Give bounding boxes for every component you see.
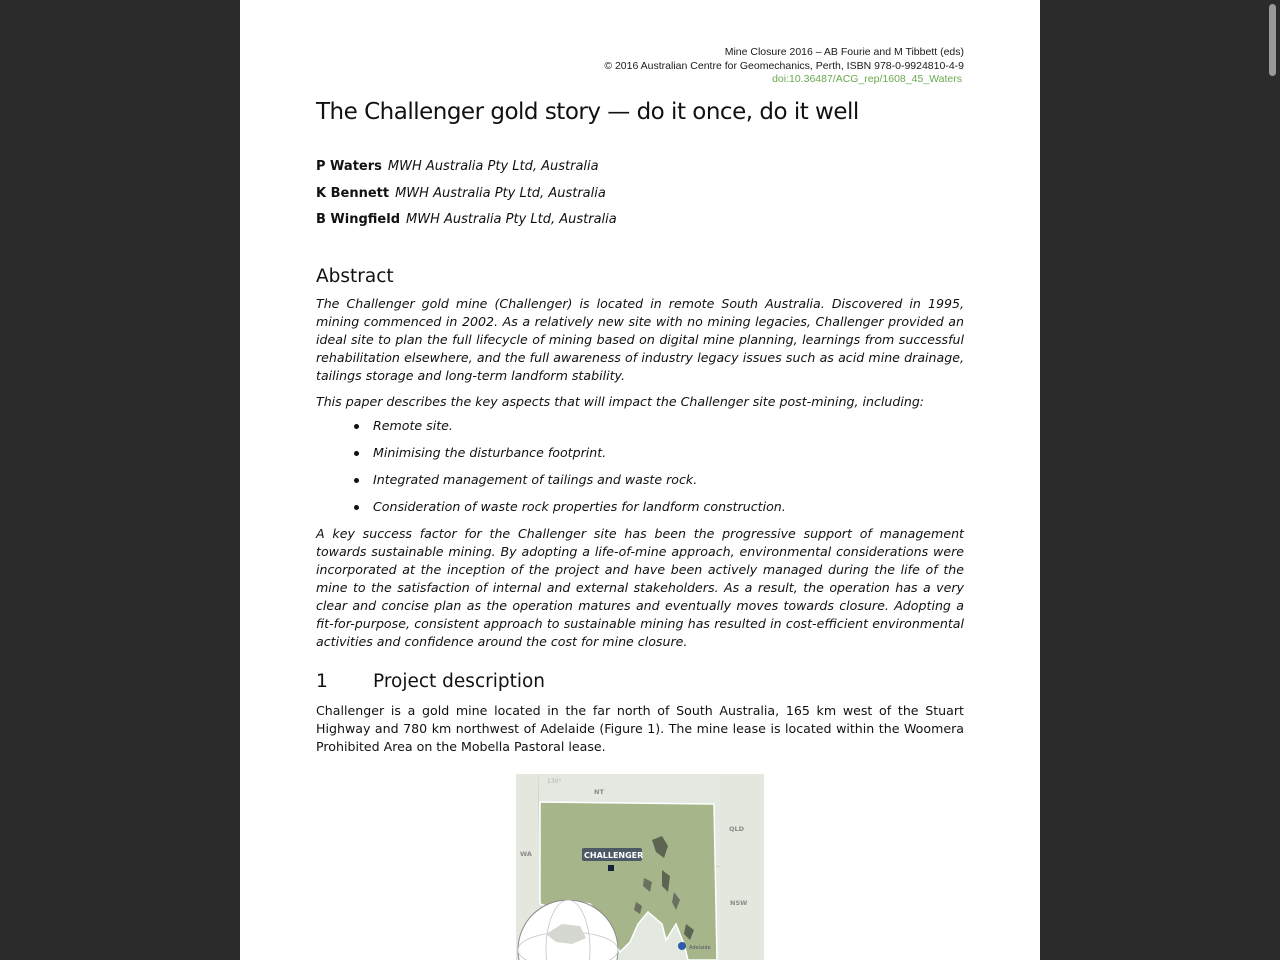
section-number: 1 (316, 670, 328, 692)
challenger-marker-icon (608, 865, 614, 871)
list-item (354, 471, 964, 498)
list-item-text: Remote site. (373, 417, 453, 433)
paper-body (316, 96, 964, 756)
map-label-adelaide: Adelaide (689, 945, 711, 951)
longitude-label: 130° (547, 778, 562, 785)
list-item-text: Minimising the disturbance footprint. (373, 444, 607, 460)
bullet-icon (354, 478, 359, 483)
adelaide-marker-icon (678, 942, 686, 950)
author-affiliation: MWH Australia Pty Ltd, Australia (406, 212, 617, 227)
proceedings-line: Mine Closure 2016 – AB Fourie and M Tibbett (eds) (724, 46, 964, 58)
author-entry (316, 158, 964, 185)
publication-header (604, 46, 964, 87)
abstract-paragraph: This paper describes the key aspects that will impact the Challenger site post-mining, including: (316, 393, 925, 409)
doi-link[interactable]: doi:10.36487/ACG_rep/1608_45_Waters (772, 73, 962, 85)
abstract-paragraph: A key success factor for the Challenger site has been the progressive support of management towards sustainable mining. By adopting a life-of-mine approach, environmental considerations were incorporated at the inception of the project and have been actively managed during the life of the mine to the satisfaction of internal and external stakeholders. As a result, the operation has a very clear and concise plan as the operation matures and eventually moves towards closure. Adopting a fit-for-purpose, consistent approach to sustainable mining has resulted in cost-efficient environmental activities and confidence around the cost for mine closure. (316, 525, 964, 649)
author-name: P Waters (316, 159, 382, 174)
author-list (316, 158, 964, 238)
copyright-line: © 2016 Australian Centre for Geomechanics, Perth, ISBN 978-0-9924810-4-9 (604, 59, 964, 72)
location-map-figure (516, 774, 764, 960)
document-page (240, 0, 1040, 960)
map-label-challenger: CHALLENGER (584, 851, 644, 860)
location-map (516, 774, 764, 960)
list-item (354, 417, 964, 444)
section-title: Project description (373, 670, 546, 692)
author-name: K Bennett (316, 185, 390, 201)
author-affiliation: MWH Australia Pty Ltd, Australia (387, 159, 599, 174)
body-paragraph: Challenger is a gold mine located in the far north of South Australia, 165 km west of the Stuart Highway and 780 km northwest of Adelaide (Figure 1). The mine lease is located within the Woomera Prohibited Area on the Mobella Pastoral lease. (316, 702, 964, 754)
list-item (354, 498, 964, 525)
author-entry (316, 185, 964, 212)
paper-title: The Challenger gold story — do it once, do it well (316, 99, 859, 125)
list-item (354, 444, 964, 471)
map-label-wa: WA (520, 850, 532, 858)
section-heading (316, 670, 964, 694)
bullet-icon (354, 505, 359, 510)
vertical-scrollbar-thumb[interactable] (1269, 4, 1276, 76)
abstract-heading: Abstract (316, 265, 394, 287)
author-affiliation: MWH Australia Pty Ltd, Australia (395, 185, 606, 201)
list-item-text: Consideration of waste rock properties for landform construction. (373, 498, 786, 514)
map-label-nsw: NSW (730, 899, 748, 907)
bullet-icon (354, 451, 359, 456)
author-entry (316, 211, 964, 238)
author-name: B Wingfield (316, 212, 401, 227)
map-label-qld: QLD (729, 825, 745, 833)
map-label-nt: NT (594, 788, 604, 796)
bullet-icon (354, 424, 359, 429)
abstract-bullet-list (316, 417, 964, 525)
list-item-text: Integrated management of tailings and waste rock. (373, 471, 698, 487)
abstract-paragraph: The Challenger gold mine (Challenger) is located in remote South Australia. Discovered in 1995, mining commenced in 2002. As a relatively new site with no mining legacies, Challenger provided an ideal site to plan the full lifecycle of mining based on digital mine planning, learnings from successful rehabilitation elsewhere, and the full awareness of industry legacy issues such as acid mine drainage, tailings storage and long-term landform stability. (316, 295, 964, 383)
